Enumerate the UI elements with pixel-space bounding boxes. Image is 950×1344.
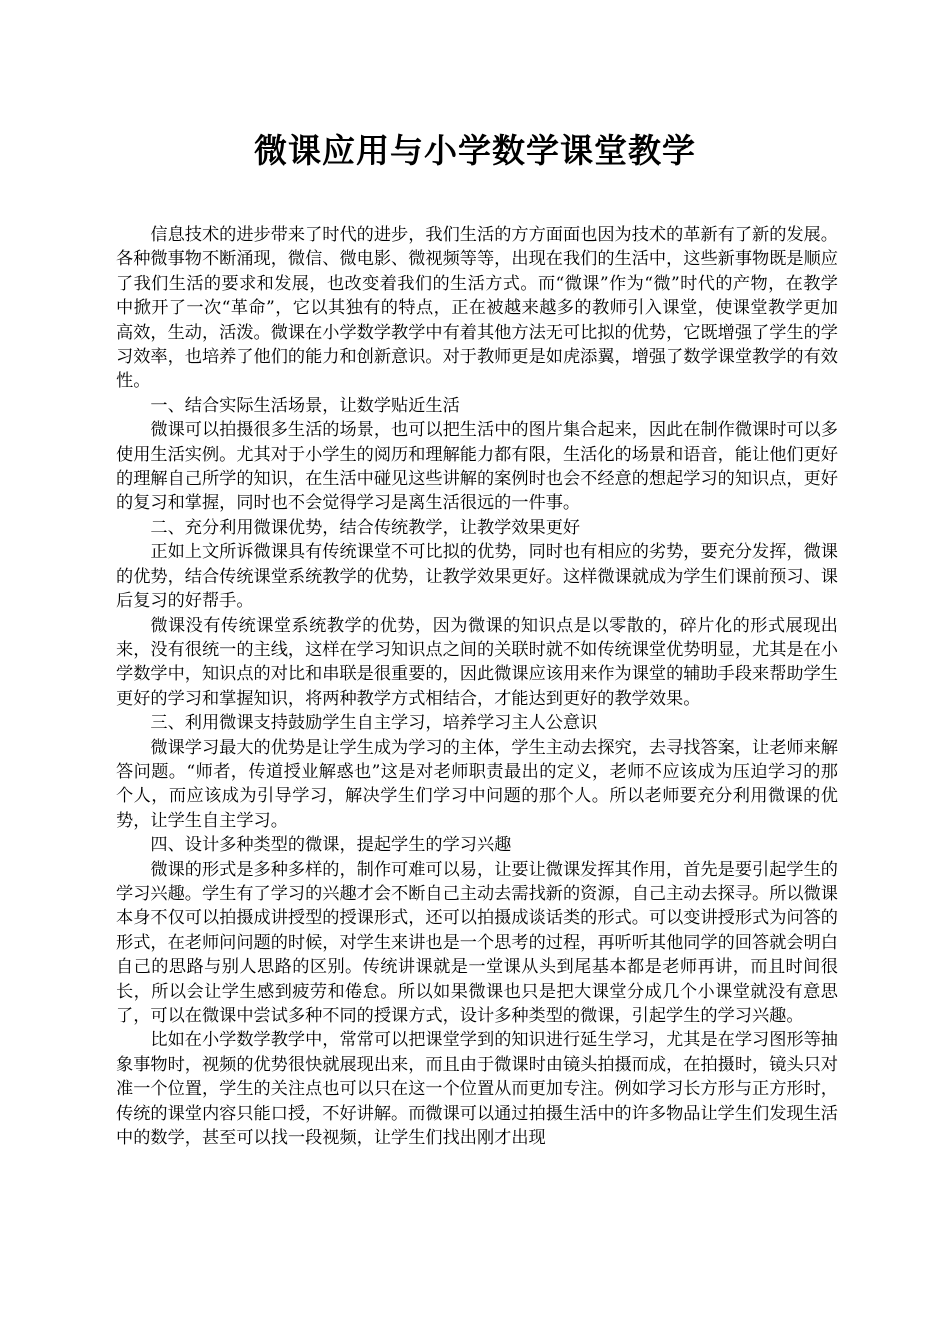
paragraph-section-1: 微课可以拍摄很多生活的场景，也可以把生活中的图片集合起来，因此在制作微课时可以多使用生活实例。尤其对于小学生的阅历和理解能力都有限，生活化的场景和语音，能让他们更好的理解自己所学的知识，在生活中碰见这些讲解的案例时也会不经意的想起学习的知识点，更好的复习和掌握，同时也不会觉得学习是离生活很远的一件事。 xyxy=(116,420,838,514)
paragraph-section-4a: 微课的形式是多种多样的，制作可难可以易，让要让微课发挥其作用，首先是要引起学生的学习兴趣。学生有了学习的兴趣才会不断自己主动去需找新的资源，自己主动去探寻。所以微课本身不仅可以拍摄成讲授型的授课形式，还可以拍摄成谈话类的形式。可以变讲授形式为问答的形式，在老师问问题的时候，对学生来讲也是一个思考的过程，再听听其他同学的回答就会明白自己的思路与别人思路的区别。传统讲课就是一堂课从头到尾基本都是老师再讲，而且时间很长，所以会让学生感到疲劳和倦怠。所以如果微课也只是把大课堂分成几个小课堂就没有意思了，可以在微课中尝试多种不同的授课方式，设计多种类型的微课，引起学生的学习兴趣。 xyxy=(116,859,838,1026)
section-heading-2: 二、充分利用微课优势，结合传统教学，让教学效果更好 xyxy=(150,517,581,538)
paragraph-section-2a: 正如上文所诉微课具有传统课堂不可比拟的优势，同时也有相应的劣势，要充分发挥，微课的优势，结合传统课堂系统教学的优势，让教学效果更好。这样微课就成为学生们课前预习、课后复习的好帮手。 xyxy=(116,542,838,612)
section-heading-1: 一、结合实际生活场景，让数学贴近生活 xyxy=(150,395,460,416)
document-body xyxy=(116,223,838,1150)
section-heading-3: 三、利用微课支持鼓励学生自主学习，培养学习主人公意识 xyxy=(150,713,598,734)
paragraph-intro: 信息技术的进步带来了时代的进步，我们生活的方方面面也因为技术的革新有了新的发展。各种微事物不断涌现，微信、微电影、微视频等等，出现在我们的生活中，这些新事物既是顺应了我们生活的要求和发展，也改变着我们的生活方式。而“微课”作为“微”时代的产物，在教学中掀开了一次“革命”，它以其独有的特点，正在被越来越多的教师引入课堂，使课堂教学更加高效，生动，活泼。微课在小学数学教学中有着其他方法无可比拟的优势，它既增强了学生的学习效率，也培养了他们的能力和创新意识。对于教师更是如虎添翼，增强了数学课堂教学的有效性。 xyxy=(116,225,838,392)
paragraph-section-4b: 比如在小学数学教学中，常常可以把课堂学到的知识进行延生学习，尤其是在学习图形等抽象事物时，视频的优势很快就展现出来，而且由于微课时由镜头拍摄而成，在拍摄时，镜头只对准一个位置，学生的关注点也可以只在这一个位置从而更加专注。例如学习长方形与正方形时，传统的课堂内容只能口授，不好讲解。而微课可以通过拍摄生活中的许多物品让学生们发现生活中的数学，甚至可以找一段视频，让学生们找出刚才出现 xyxy=(116,1030,838,1149)
paragraph-section-3: 微课学习最大的优势是让学生成为学习的主体，学生主动去探究，去寻找答案，让老师来解答问题。“师者，传道授业解惑也”这是对老师职责最出的定义，老师不应该成为压迫学习的那个人，而应该成为引导学习，解决学生们学习中问题的那个人。所以老师要充分利用微课的优势，让学生自主学习。 xyxy=(116,737,838,831)
paragraph-section-2b: 微课没有传统课堂系统教学的优势，因为微课的知识点是以零散的，碎片化的形式展现出来，没有很统一的主线，这样在学习知识点之间的关联时就不如传统课堂优势明显，尤其是在小学数学中，知识点的对比和串联是很重要的，因此微课应该用来作为课堂的辅助手段来帮助学生更好的学习和掌握知识，将两种教学方式相结合，才能达到更好的教学效果。 xyxy=(116,615,838,709)
section-heading-4: 四、设计多种类型的微课，提起学生的学习兴趣 xyxy=(150,835,512,856)
document-title: 微课应用与小学数学课堂教学 xyxy=(254,131,696,170)
